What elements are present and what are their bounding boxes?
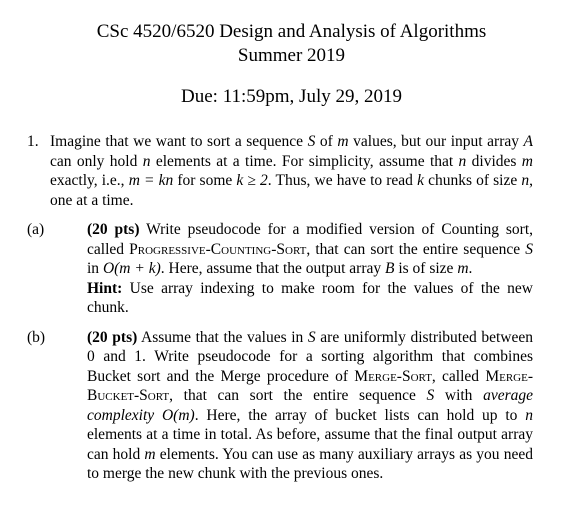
part-b-body	[87, 328, 533, 484]
course-title: CSc 4520/6520 Design and Analysis of Algorithms	[96, 21, 487, 42]
text: , one at a time.	[50, 172, 533, 209]
text: Assume that the values in	[137, 328, 308, 346]
math-expr: O(m + k)	[102, 260, 161, 277]
text: elements. You can use as many auxiliary arrays as you need to merge the new chunk with the previous ones.	[87, 445, 533, 482]
math-var: m	[521, 152, 533, 170]
math-var: S	[525, 240, 533, 258]
math-expr: O(m)	[161, 406, 195, 424]
term: Summer 2019	[237, 45, 346, 66]
points: (20 pts)	[87, 221, 140, 238]
math-var: S	[426, 387, 435, 404]
text: elements at a time. For simplicity, assume that	[150, 152, 459, 170]
math-var: n	[521, 172, 530, 189]
text: .	[468, 260, 473, 277]
problem-intro	[50, 132, 533, 210]
math-var: S	[307, 133, 316, 150]
math-var: m	[457, 260, 469, 277]
math-var: m	[337, 133, 349, 150]
text: divides	[466, 152, 522, 170]
points: (20 pts)	[87, 328, 138, 346]
part-label: (a)	[27, 221, 45, 238]
math-var: k	[417, 172, 424, 189]
math-var: n	[458, 152, 467, 170]
algorithm-name: Merge-Sort	[354, 367, 432, 385]
text: are uniformly distributed between 0 and 1. Write pseudocode for a sorting algorithm that combines Bucket sort and the Merge procedure of	[87, 328, 534, 385]
problem-number: 1.	[27, 133, 39, 150]
math-var: m	[144, 445, 156, 463]
text: values, but our input array	[348, 133, 524, 150]
part-label: (b)	[27, 328, 46, 346]
text: of	[315, 133, 338, 150]
part-a-body	[87, 220, 533, 318]
emphasis: average complexity	[87, 387, 533, 424]
algorithm-name: Progressive-Counting-Sort	[129, 240, 307, 258]
text: for some	[173, 172, 237, 189]
part-a	[27, 220, 533, 318]
text: . Thus, we have to read	[267, 172, 418, 189]
text: can only hold	[50, 152, 143, 170]
text: . Here, assume that the output array	[160, 260, 385, 277]
text: Imagine that we want to sort a sequence	[50, 133, 308, 150]
text: , called	[431, 367, 486, 385]
text: elements at a time in total. As before, assume that the final output array can hold	[87, 426, 533, 463]
math-expr: m = kn	[128, 172, 174, 189]
text: with	[434, 387, 484, 404]
text: is of size	[394, 260, 458, 277]
text: exactly, i.e.,	[50, 172, 129, 189]
math-expr: k ≥ 2	[236, 172, 268, 189]
text: . Here, the array of bucket lists can hold up to	[194, 406, 526, 424]
text: , that can sort the entire sequence	[169, 387, 427, 404]
problem-1	[27, 132, 533, 484]
text: , that can sort the entire sequence	[306, 240, 526, 258]
hint-text: Use array indexing to make room for the values of the new chunk.	[87, 279, 533, 316]
math-var: S	[307, 328, 316, 346]
math-var: B	[385, 260, 395, 277]
math-var: n	[525, 406, 533, 424]
hint-label: Hint:	[87, 279, 123, 297]
algorithm-name: Merge-Bucket-Sort	[87, 367, 533, 404]
text: Write pseudocode for a modified version of Counting sort, called	[87, 221, 533, 258]
text: chunks of size	[423, 172, 522, 189]
part-b	[27, 328, 534, 484]
due-date: Due: 11:59pm, July 29, 2019	[181, 86, 402, 107]
document-title	[0, 20, 583, 68]
math-var: A	[523, 133, 533, 150]
text: in	[87, 260, 103, 277]
math-var: n	[142, 152, 151, 170]
